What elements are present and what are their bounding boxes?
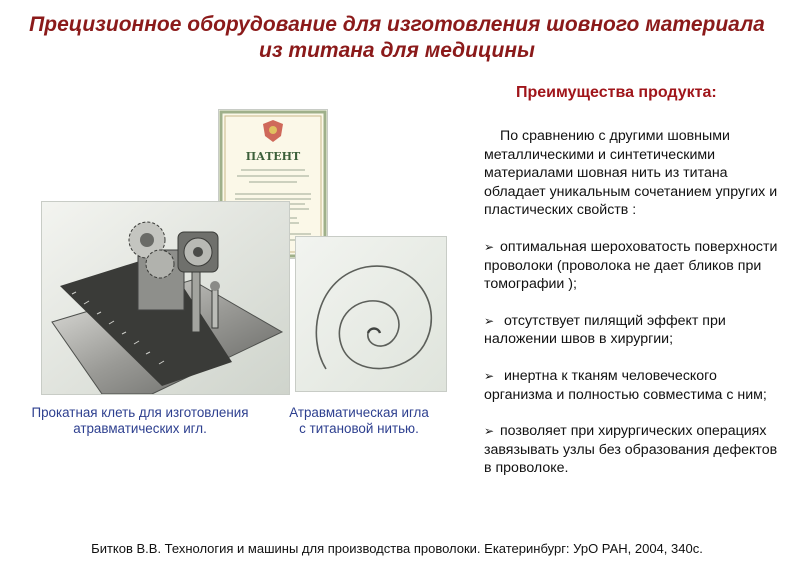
needle-caption: Атравматическая игла с титановой нитью. <box>289 405 429 436</box>
title-line-1: Прецизионное оборудование для изготовления шовного материала <box>29 13 765 36</box>
arrow-bullet-icon: ➢ <box>484 368 495 383</box>
advantage-item <box>484 238 780 294</box>
title-line-2: из титана для медицины <box>259 39 535 62</box>
arrow-bullet-icon: ➢ <box>484 313 495 328</box>
arrow-bullet-icon: ➢ <box>484 424 495 439</box>
rolling-stand-caption: Прокатная клеть для изготовления атравматических игл. <box>31 405 249 436</box>
needle-wire-drawing <box>296 237 446 391</box>
advantages-text <box>484 127 780 496</box>
page-title <box>0 12 794 64</box>
advantage-item-text: отсутствует пилящий эффект при наложении швов в хирургии; <box>484 312 726 348</box>
advantage-item <box>484 422 780 478</box>
rolling-stand-photo <box>42 202 289 394</box>
rolling-stand-drawing <box>42 202 289 394</box>
advantage-item-text: позволяет при хирургических операциях завязывать узлы без образования дефектов в проволоке. <box>484 423 778 477</box>
advantage-item-text: инертна к тканям человеческого организма и полностью совместима с ним; <box>484 367 767 403</box>
patent-heading: ПАТЕНТ <box>245 150 301 163</box>
advantage-item <box>484 312 780 349</box>
needle-wire-photo <box>296 237 446 391</box>
advantages-intro: По сравнению с другими шовными металлическими и синтетическими материалами шовная нить из титана обладает уникальным сочетанием упругих и пластических свойств : <box>484 128 778 219</box>
advantage-item-text: оптимальная шероховатость поверхности проволоки (проволока не дает бликов при томографии ); <box>484 238 778 293</box>
citation: Битков В.В. Технология и машины для производства проволоки. Екатеринбург: УрО РАН, 2004, 340с. <box>91 541 703 556</box>
advantage-item <box>484 367 780 404</box>
arrow-bullet-icon: ➢ <box>484 239 495 254</box>
advantages-heading: Преимущества продукта: <box>516 84 717 101</box>
